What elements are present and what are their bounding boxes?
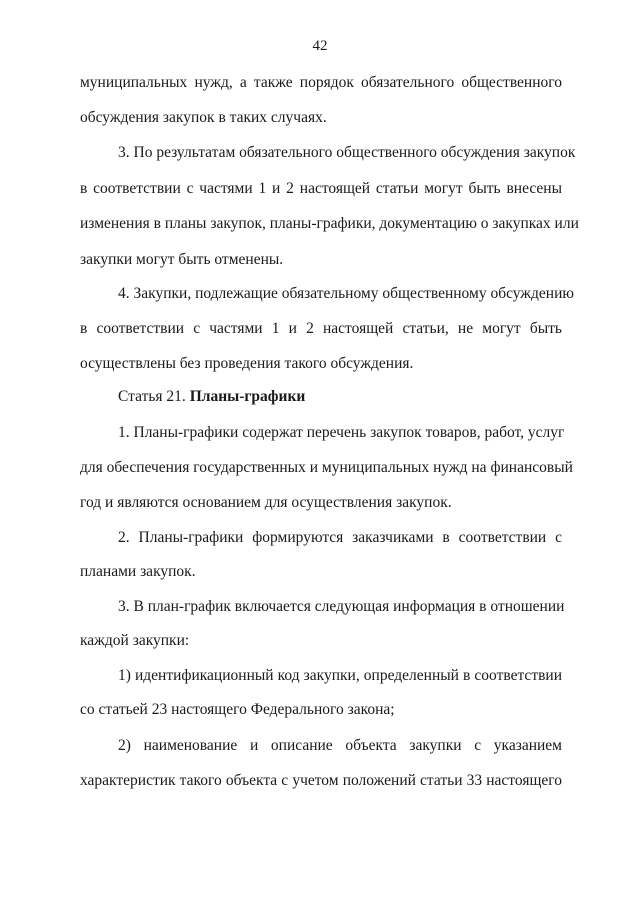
text-line: обсуждения закупок в таких случаях.	[80, 109, 327, 126]
text-line: для обеспечения государственных и муниципальных нужд на финансовый	[80, 459, 573, 476]
text-line: со статьей 23 настоящего Федерального закона;	[80, 701, 395, 718]
text-line: осуществлены без проведения такого обсуждения.	[80, 355, 414, 372]
text-line: муниципальных нужд, а также порядок обязательного общественного	[80, 74, 562, 91]
text-line: 2) наименование и описание объекта закупки с указанием	[118, 737, 562, 754]
text-line: 1) идентификационный код закупки, определенный в соответствии	[118, 667, 562, 684]
text-line: планами закупок.	[80, 563, 196, 580]
text-line: в соответствии с частями 1 и 2 настоящей статьи могут быть внесены	[80, 180, 562, 197]
text-line: каждой закупки:	[80, 632, 190, 649]
article-title: Планы-графики	[189, 388, 306, 405]
text-line: 3. В план-график включается следующая информация в отношении	[118, 598, 565, 615]
text-line: изменения в планы закупок, планы-графики, документацию о закупках или	[80, 215, 579, 232]
text-line: 4. Закупки, подлежащие обязательному общественному обсуждению	[118, 285, 574, 302]
text-line: 3. По результатам обязательного общественного обсуждения закупок	[118, 144, 576, 161]
text-line: 2. Планы-графики формируются заказчиками в соответствии с	[118, 529, 562, 546]
text-line: характеристик такого объекта с учетом положений статьи 33 настоящего	[80, 772, 562, 789]
page-number: 42	[312, 38, 328, 54]
article-number: Статья 21.	[118, 388, 186, 405]
text-line: 1. Планы-графики содержат перечень закупок товаров, работ, услуг	[118, 424, 565, 441]
text-line: год и являются основанием для осуществления закупок.	[80, 494, 452, 511]
text-line: в соответствии с частями 1 и 2 настоящей статьи, не могут быть	[80, 320, 562, 337]
article-heading	[118, 388, 305, 406]
text-line: закупки могут быть отменены.	[80, 251, 284, 268]
